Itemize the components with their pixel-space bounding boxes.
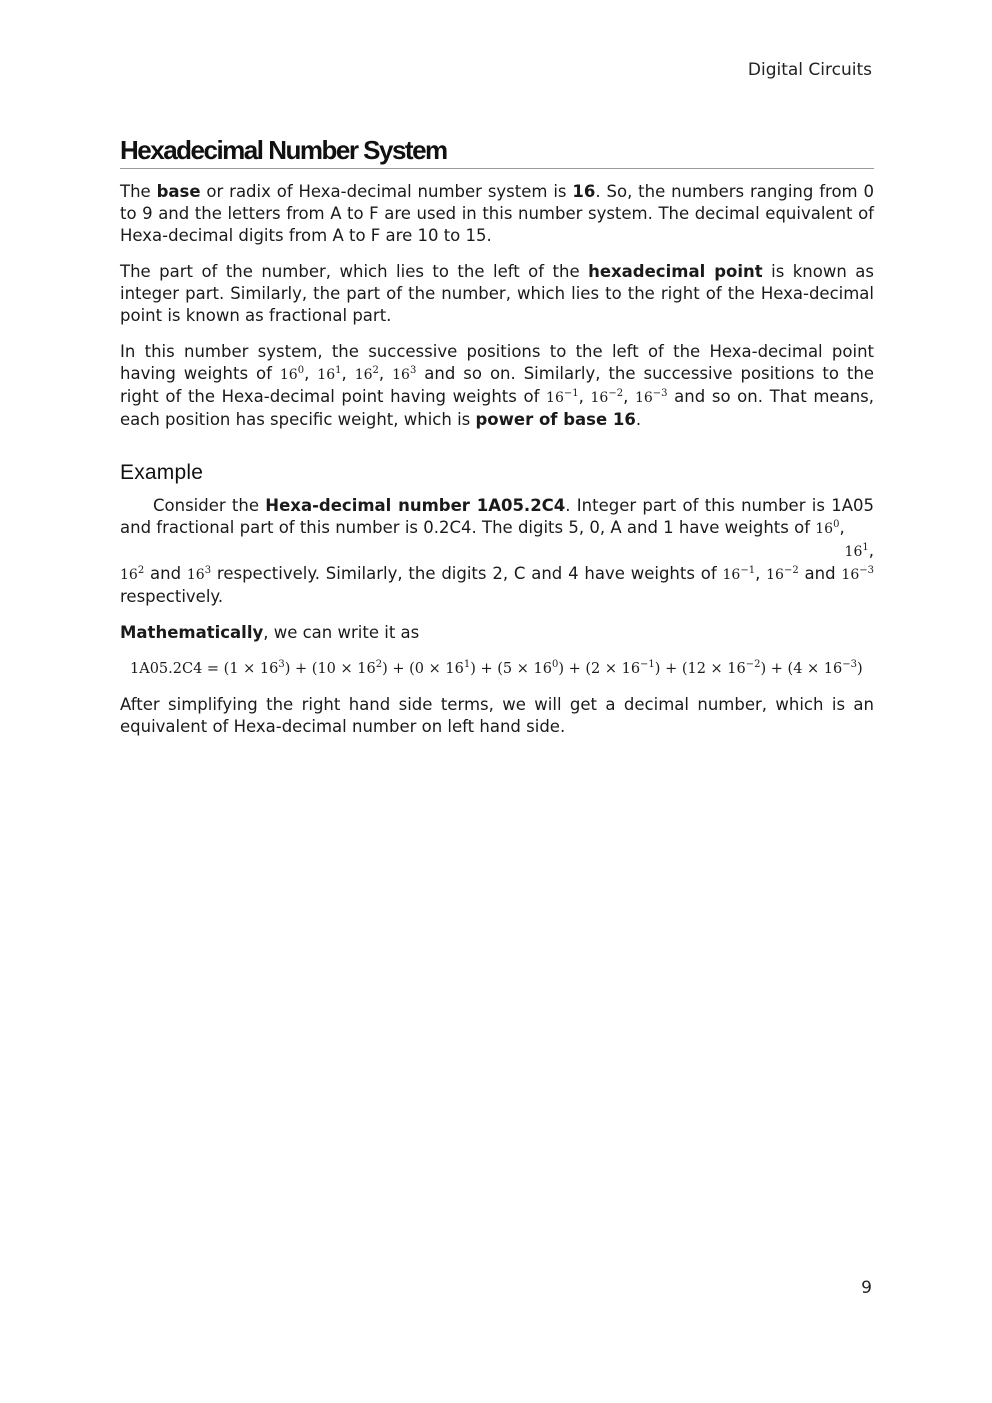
math-base: 16 [722, 567, 741, 583]
math-power [815, 521, 839, 537]
text-run: . So, the numbers ranging from 0 to 9 and the letters from A to F are used in this number system. The decimal equivalent of Hexa-decimal digits from A to F are 10 to 15. [120, 182, 874, 245]
math-separator: , [868, 541, 874, 560]
math-separator: , [839, 518, 845, 537]
math-power [280, 367, 304, 383]
math-power [392, 367, 416, 383]
text-run: and [144, 564, 187, 583]
text-run: Consider the [153, 496, 266, 515]
math-power [845, 544, 869, 560]
math-exponent: −1 [740, 565, 756, 576]
expansion-formula [120, 658, 874, 680]
math-exponent: 1 [335, 365, 342, 376]
wrapped-line [120, 540, 874, 563]
math-base: 16 [392, 367, 410, 383]
math-power [722, 567, 755, 583]
formula-exponent: −1 [640, 659, 655, 670]
formula-term: (10 × 16 [311, 661, 376, 677]
formula-exponent: 2 [375, 659, 383, 670]
math-power [317, 367, 341, 383]
math-exponent: 0 [833, 519, 840, 530]
paragraph-base-definition [120, 181, 874, 247]
text-run: . Integer part of this number is 1A05 and fractional part of this number is 0.2C4. The digits 5, 0, A and 1 have weights of [120, 496, 874, 537]
math-exponent: −1 [563, 388, 579, 399]
math-base: 16 [317, 367, 336, 383]
math-exponent: −2 [783, 565, 799, 576]
math-base: 16 [844, 544, 863, 560]
formula-exponent: 1 [463, 659, 471, 670]
math-base: 16 [279, 367, 298, 383]
math-separator: , [378, 364, 393, 383]
math-power [187, 567, 211, 583]
math-power [841, 567, 874, 583]
formula-exponent: −3 [842, 659, 857, 670]
formula-term: (1 × 16 [223, 661, 279, 677]
math-base: 16 [186, 567, 205, 583]
math-separator: , [341, 364, 355, 383]
math-base: 16 [590, 390, 609, 406]
math-base: 16 [815, 521, 834, 537]
paragraph-mathematically [120, 622, 874, 644]
math-power [635, 390, 668, 406]
paragraph-conclusion: After simplifying the right hand side terms, we will get a decimal number, which is an equivalent of Hexa-decimal number on left hand side. [120, 695, 874, 736]
text-run: respectively. [120, 587, 224, 606]
formula-term: (12 × 16 [681, 661, 746, 677]
text-run: or radix of Hexa-decimal number system is [200, 182, 573, 201]
bold-term-mathematically: Mathematically [120, 623, 264, 642]
math-exponent: −3 [859, 565, 874, 576]
math-exponent: 2 [137, 565, 145, 576]
formula-term: ) + [760, 661, 788, 677]
math-exponent: 2 [372, 365, 379, 376]
bold-term-base: base [156, 182, 201, 201]
paragraph-positional-weights [120, 341, 874, 431]
formula-term: ) + [558, 661, 586, 677]
page-content [120, 135, 874, 738]
math-exponent: 1 [862, 542, 869, 553]
text-run: The [120, 182, 157, 201]
math-separator: , [755, 564, 767, 583]
formula-term: (0 × 16 [409, 661, 464, 677]
math-power [546, 390, 579, 406]
math-separator: , [304, 364, 318, 383]
formula-term: ) [857, 661, 863, 677]
text-run: respectively. Similarly, the digits 2, C and 4 have weights of [211, 564, 723, 583]
math-power [120, 567, 144, 583]
formula-term: (4 × 16 [787, 661, 843, 677]
math-base: 16 [634, 390, 653, 406]
text-run: and [798, 564, 842, 583]
math-power [355, 367, 379, 383]
formula-lhs: 1A05.2C4 = [130, 661, 224, 677]
paragraph-integer-fraction [120, 261, 874, 327]
math-base: 16 [120, 567, 138, 583]
text-run: The part of the number, which lies to the left of the [120, 262, 589, 281]
text-run: is known as integer part. Similarly, the part of the number, which lies to the right of the Hexa-decimal point is known as fractional part. [120, 262, 874, 325]
math-base: 16 [354, 367, 373, 383]
math-separator: , [623, 387, 635, 406]
formula-exponent: −2 [745, 659, 761, 670]
text-run: and so on. That means, each position has specific weight, which is [120, 387, 874, 429]
math-exponent: 3 [409, 365, 417, 376]
math-exponent: −2 [608, 388, 624, 399]
paragraph-example [120, 495, 874, 608]
math-exponent: −3 [652, 388, 668, 399]
running-header: Digital Circuits [747, 60, 872, 80]
math-base: 16 [766, 567, 784, 583]
math-exponent: 0 [297, 365, 305, 376]
text-run: and so on. Similarly, the successive positions to the right of the Hexa-decimal point having weights of [120, 364, 874, 406]
math-base: 16 [841, 567, 860, 583]
formula-term: (2 × 16 [585, 661, 641, 677]
math-exponent: 3 [204, 565, 212, 576]
math-power [591, 390, 624, 406]
formula-term: ) + [284, 661, 312, 677]
formula-exponent: 3 [278, 659, 285, 670]
bold-term-hexadecimal-point: hexadecimal point [588, 262, 763, 281]
formula-term: ) + [470, 661, 498, 677]
example-heading: Example [120, 461, 204, 484]
math-base: 16 [546, 390, 564, 406]
bold-term-16: 16 [572, 182, 596, 201]
formula-term: ) + [654, 661, 682, 677]
page-number: 9 [861, 1278, 872, 1298]
math-power [766, 567, 799, 583]
section-title: Hexadecimal Number System [120, 135, 874, 169]
text-run: , we can write it as [263, 623, 420, 642]
math-separator: , [578, 387, 591, 406]
bold-term-example-number: Hexa-decimal number 1A05.2C4 [265, 496, 566, 515]
formula-exponent: 0 [551, 659, 559, 670]
bold-term-power-of-base: power of base 16 [475, 410, 636, 429]
formula-term: (5 × 16 [497, 661, 552, 677]
formula-term: ) + [382, 661, 410, 677]
text-run: . [635, 410, 642, 429]
text-run: In this number system, the successive positions to the left of the Hexa-decimal point having weights of [120, 342, 874, 383]
